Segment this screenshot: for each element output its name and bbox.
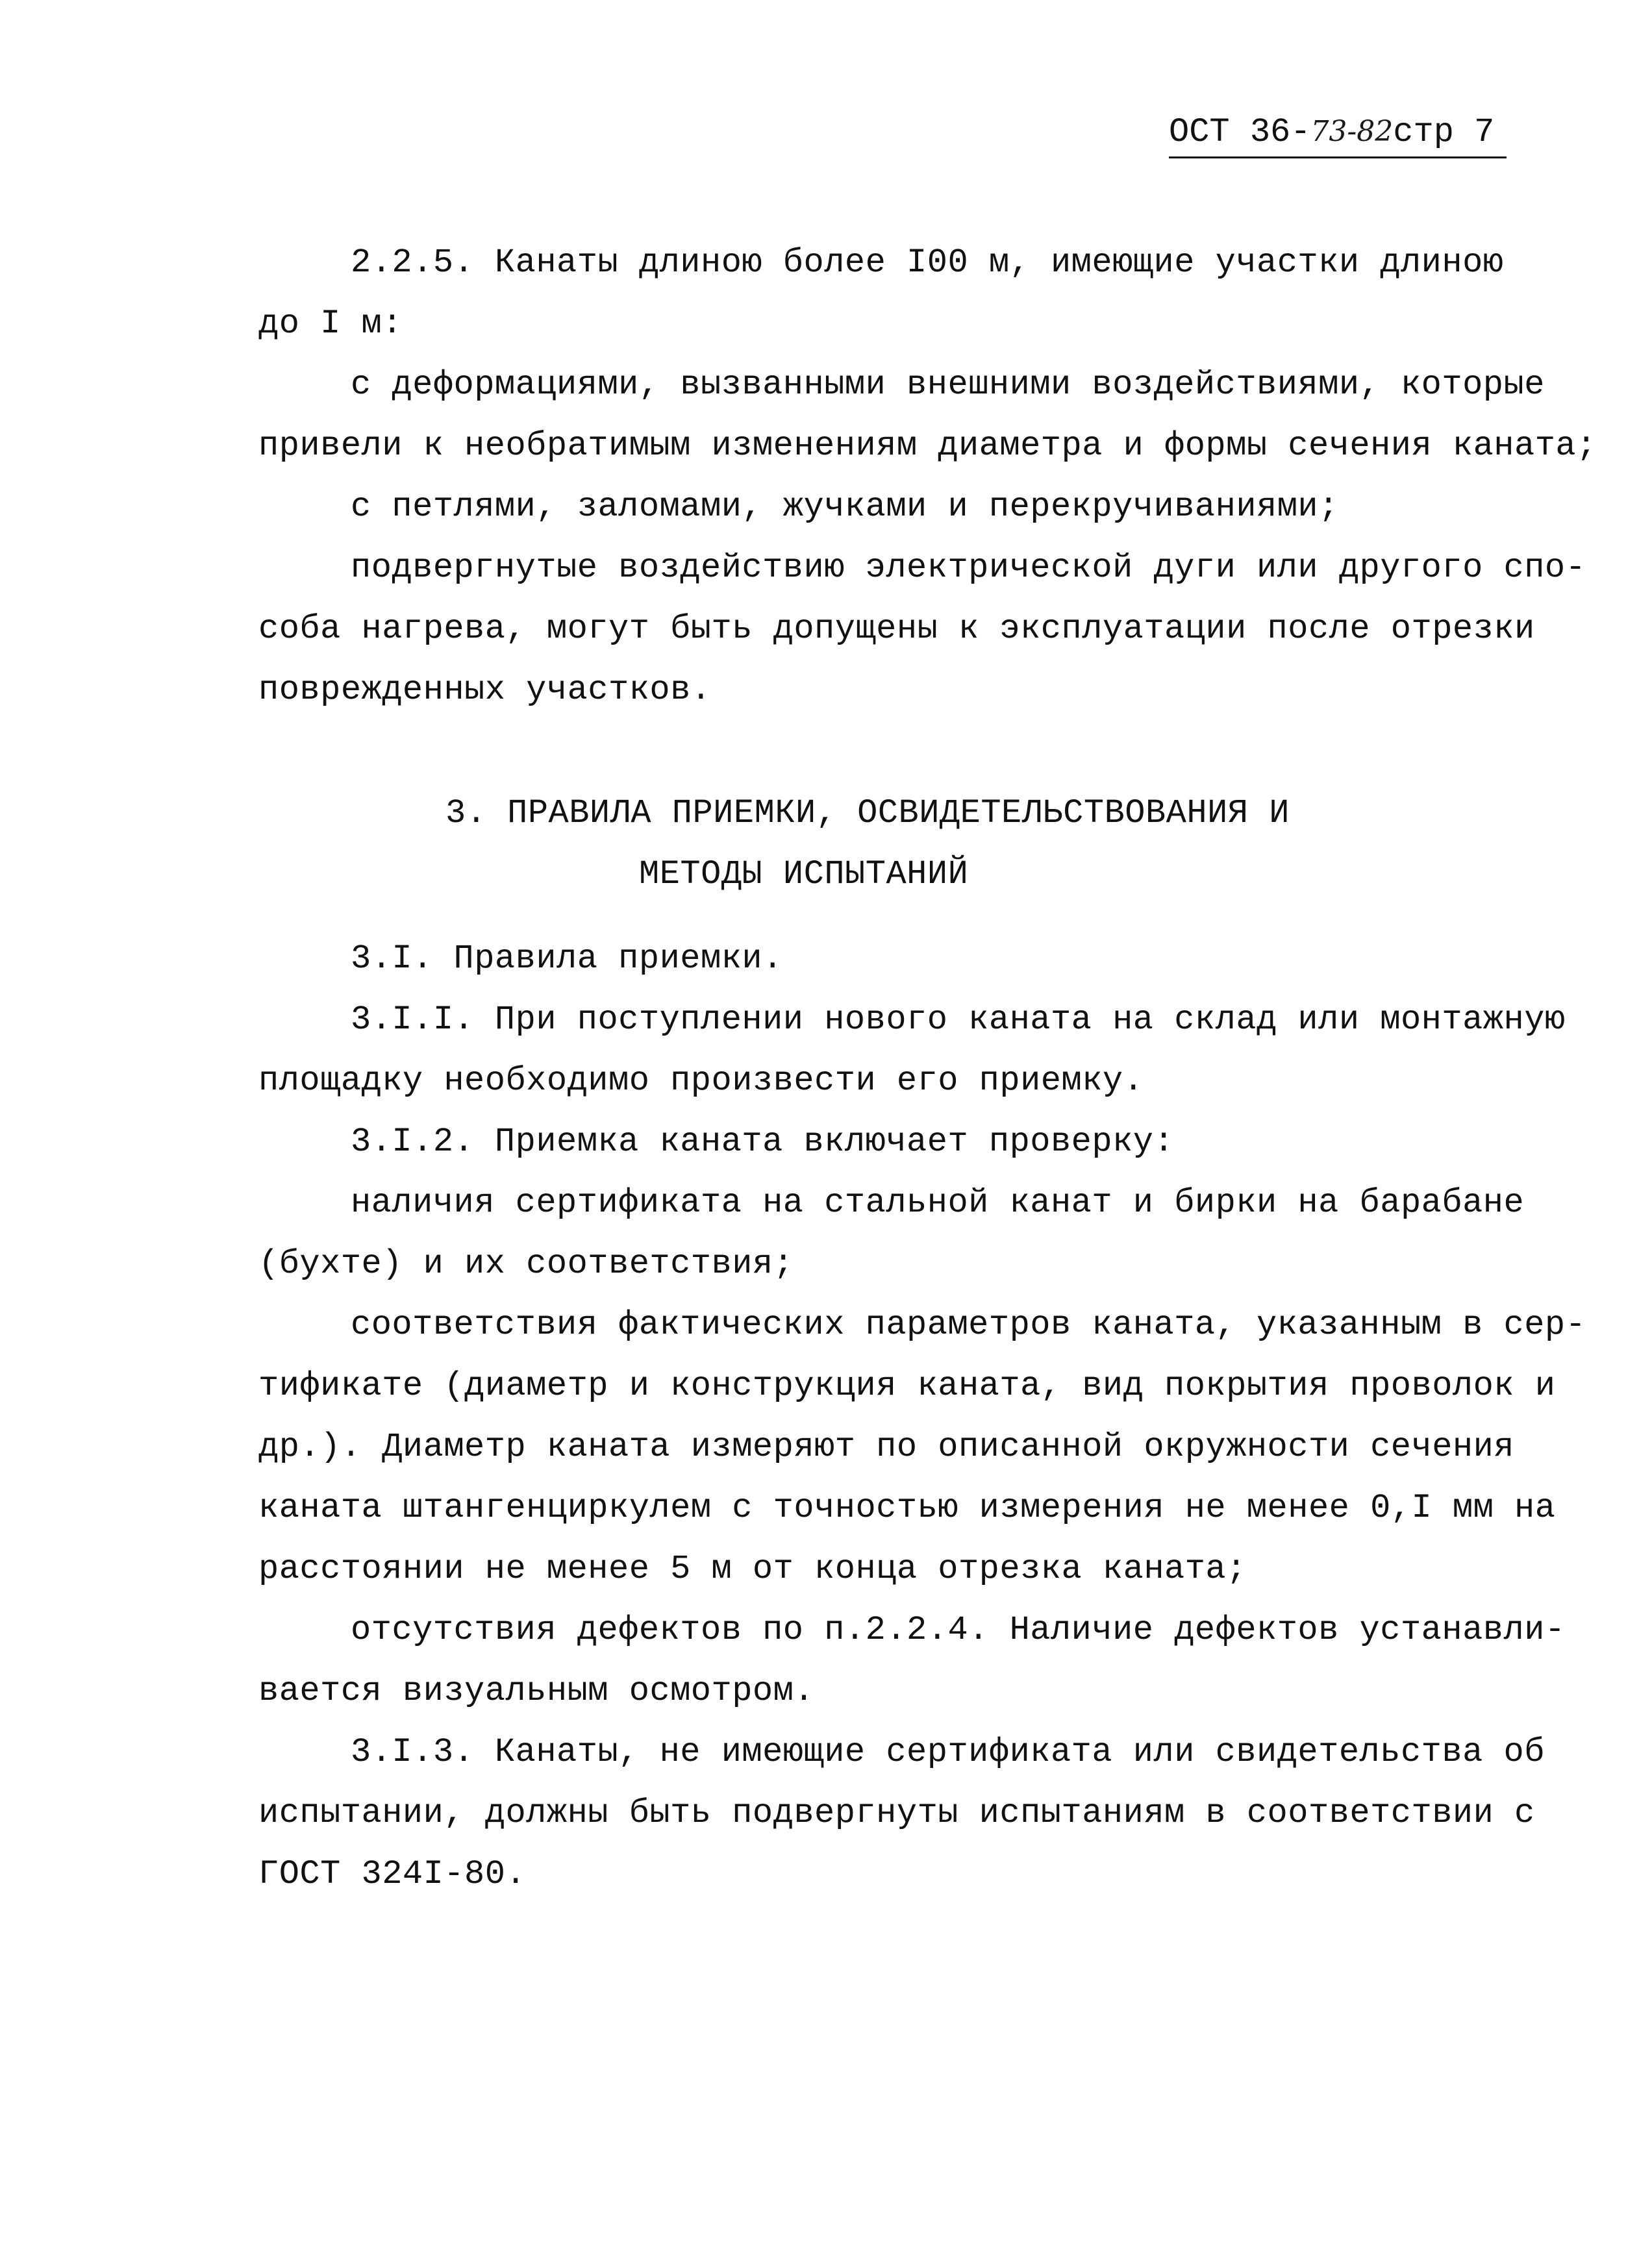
paragraph-line: каната штангенциркулем с точностью измерения не менее 0,I мм на	[258, 1489, 1556, 1527]
paragraph-line: 3.I.3. Канаты, не имеющие сертификата или свидетельства об	[351, 1733, 1545, 1771]
section-heading-line-1: 3. ПРАВИЛА ПРИЕМКИ, ОСВИДЕТЕЛЬСТВОВАНИЯ И	[445, 794, 1290, 832]
paragraph-line: привели к необратимым изменениям диаметра и формы сечения каната;	[258, 427, 1597, 465]
paragraph-line: соответствия фактических параметров каната, указанным в сер-	[351, 1306, 1586, 1344]
paragraph-line: наличия сертификата на стальной канат и бирки на барабане	[351, 1184, 1525, 1222]
paragraph-line: расстоянии не менее 5 м от конца отрезка каната;	[258, 1550, 1247, 1588]
paragraph-line: 3.I.2. Приемка каната включает проверку:	[351, 1123, 1175, 1161]
paragraph-line: поврежденных участков.	[258, 671, 712, 709]
paragraph-line: (бухте) и их соответствия;	[258, 1245, 794, 1283]
paragraph-line: 2.2.5. Канаты длиною более I00 м, имеющие участки длиною	[351, 243, 1504, 282]
paragraph-line: тификате (диаметр и конструкция каната, вид покрытия проволок и	[258, 1367, 1556, 1405]
paragraph-line: вается визуальным осмотром.	[258, 1672, 815, 1710]
paragraph-line: подвергнутые воздействию электрической дуги или другого спо-	[351, 549, 1586, 587]
paragraph-line: отсутствия дефектов по п.2.2.4. Наличие дефектов устанавли-	[351, 1611, 1566, 1649]
header-page-number: стр 7	[1393, 113, 1495, 151]
header-handwritten-number: 73-82	[1310, 115, 1394, 148]
paragraph-line: с деформациями, вызванными внешними воздействиями, которые	[351, 366, 1545, 404]
page-header	[1169, 109, 1507, 158]
paragraph-line: площадку необходимо произвести его приемку.	[258, 1062, 1144, 1100]
section-heading-line-2: МЕТОДЫ ИСПЫТАНИЙ	[639, 855, 969, 893]
paragraph-line: испытании, должны быть подвергнуты испытаниям в соответствии с	[258, 1794, 1535, 1832]
paragraph-line: ГОСТ 324I-80.	[258, 1855, 527, 1893]
paragraph-line: до I м:	[258, 305, 403, 343]
paragraph-line: др.). Диаметр каната измеряют по описанной окружности сечения	[258, 1428, 1515, 1466]
paragraph-line: соба нагрева, могут быть допущены к эксплуатации после отрезки	[258, 610, 1535, 648]
paragraph-line: с петлями, заломами, жучками и перекручиваниями;	[351, 488, 1339, 526]
paragraph-line: 3.I. Правила приемки.	[351, 940, 783, 978]
paragraph-line: 3.I.I. При поступлении нового каната на склад или монтажную	[351, 1001, 1566, 1039]
header-doc-prefix: ОСТ 36-	[1169, 113, 1311, 151]
